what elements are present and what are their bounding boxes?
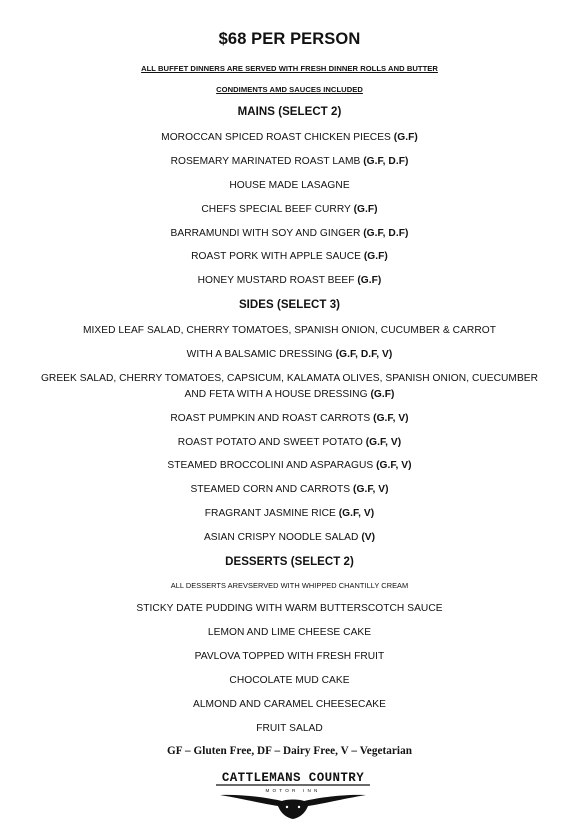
- menu-item: MOROCCAN SPICED ROAST CHICKEN PIECES (G.F): [161, 132, 418, 143]
- menu-item: FRUIT SALAD: [256, 723, 323, 734]
- menu-item: CHOCOLATE MUD CAKE: [229, 675, 350, 686]
- desserts-heading: DESSERTS (SELECT 2): [225, 556, 354, 568]
- menu-item: WITH A BALSAMIC DRESSING (G.F, D.F, V): [186, 349, 393, 360]
- menu-item: GREEK SALAD, CHERRY TOMATOES, CAPSICUM, KALAMATA OLIVES, SPANISH ONION, CUECUMBER AND FETA WITH A HOUSE DRESSING (G.F): [40, 373, 539, 400]
- desserts-note: ALL DESSERTS AREVSERVED WITH WHIPPED CHANTILLY CREAM: [170, 581, 409, 590]
- menu-item: STICKY DATE PUDDING WITH WARM BUTTERSCOTCH SAUCE: [136, 603, 443, 614]
- menu-item: BARRAMUNDI WITH SOY AND GINGER (G.F, D.F): [170, 228, 409, 239]
- menu-item: ROAST PUMPKIN AND ROAST CARROTS (G.F, V): [170, 413, 409, 424]
- dietary-legend: GF – Gluten Free, DF – Dairy Free, V – Vegetarian: [166, 745, 412, 757]
- menu-item: ROSEMARY MARINATED ROAST LAMB (G.F, D.F): [170, 156, 409, 167]
- menu-item: ROAST POTATO AND SWEET POTATO (G.F, V): [177, 437, 402, 448]
- sides-heading: SIDES (SELECT 3): [238, 299, 341, 311]
- menu-item: CHEFS SPECIAL BEEF CURRY (G.F): [201, 204, 378, 215]
- page-title: $68 PER PERSON: [218, 30, 361, 48]
- logo-name: CATTLEMANS COUNTRY: [221, 771, 365, 785]
- buffet-note: ALL BUFFET DINNERS ARE SERVED WITH FRESH DINNER ROLLS AND BUTTER: [141, 64, 438, 73]
- menu-item: ASIAN CRISPY NOODLE SALAD (V): [203, 532, 376, 543]
- logo-sub: MOTOR INN: [265, 788, 321, 793]
- menu-item: HONEY MUSTARD ROAST BEEF (G.F): [197, 275, 382, 286]
- menu-item: STEAMED BROCCOLINI AND ASPARAGUS (G.F, V): [167, 460, 412, 471]
- menu-item: MIXED LEAF SALAD, CHERRY TOMATOES, SPANISH ONION, CUCUMBER & CARROT: [82, 325, 496, 336]
- menu-item: PAVLOVA TOPPED WITH FRESH FRUIT: [194, 651, 385, 662]
- menu-item: HOUSE MADE LASAGNE: [229, 180, 350, 191]
- menu-item: ALMOND AND CARAMEL CHEESECAKE: [193, 699, 386, 710]
- bull-horns-icon: [220, 795, 366, 819]
- menu-item: STEAMED CORN AND CARROTS (G.F, V): [190, 484, 389, 495]
- menu-item: LEMON AND LIME CHEESE CAKE: [207, 627, 372, 638]
- condiments-note: CONDIMENTS AMD SAUCES INCLUDED: [216, 85, 363, 94]
- menu-item: FRAGRANT JASMINE RICE (G.F, V): [204, 508, 375, 519]
- cattlemans-country-logo: [214, 768, 372, 820]
- mains-heading: MAINS (SELECT 2): [237, 106, 342, 118]
- menu-item: ROAST PORK WITH APPLE SAUCE (G.F): [191, 251, 388, 262]
